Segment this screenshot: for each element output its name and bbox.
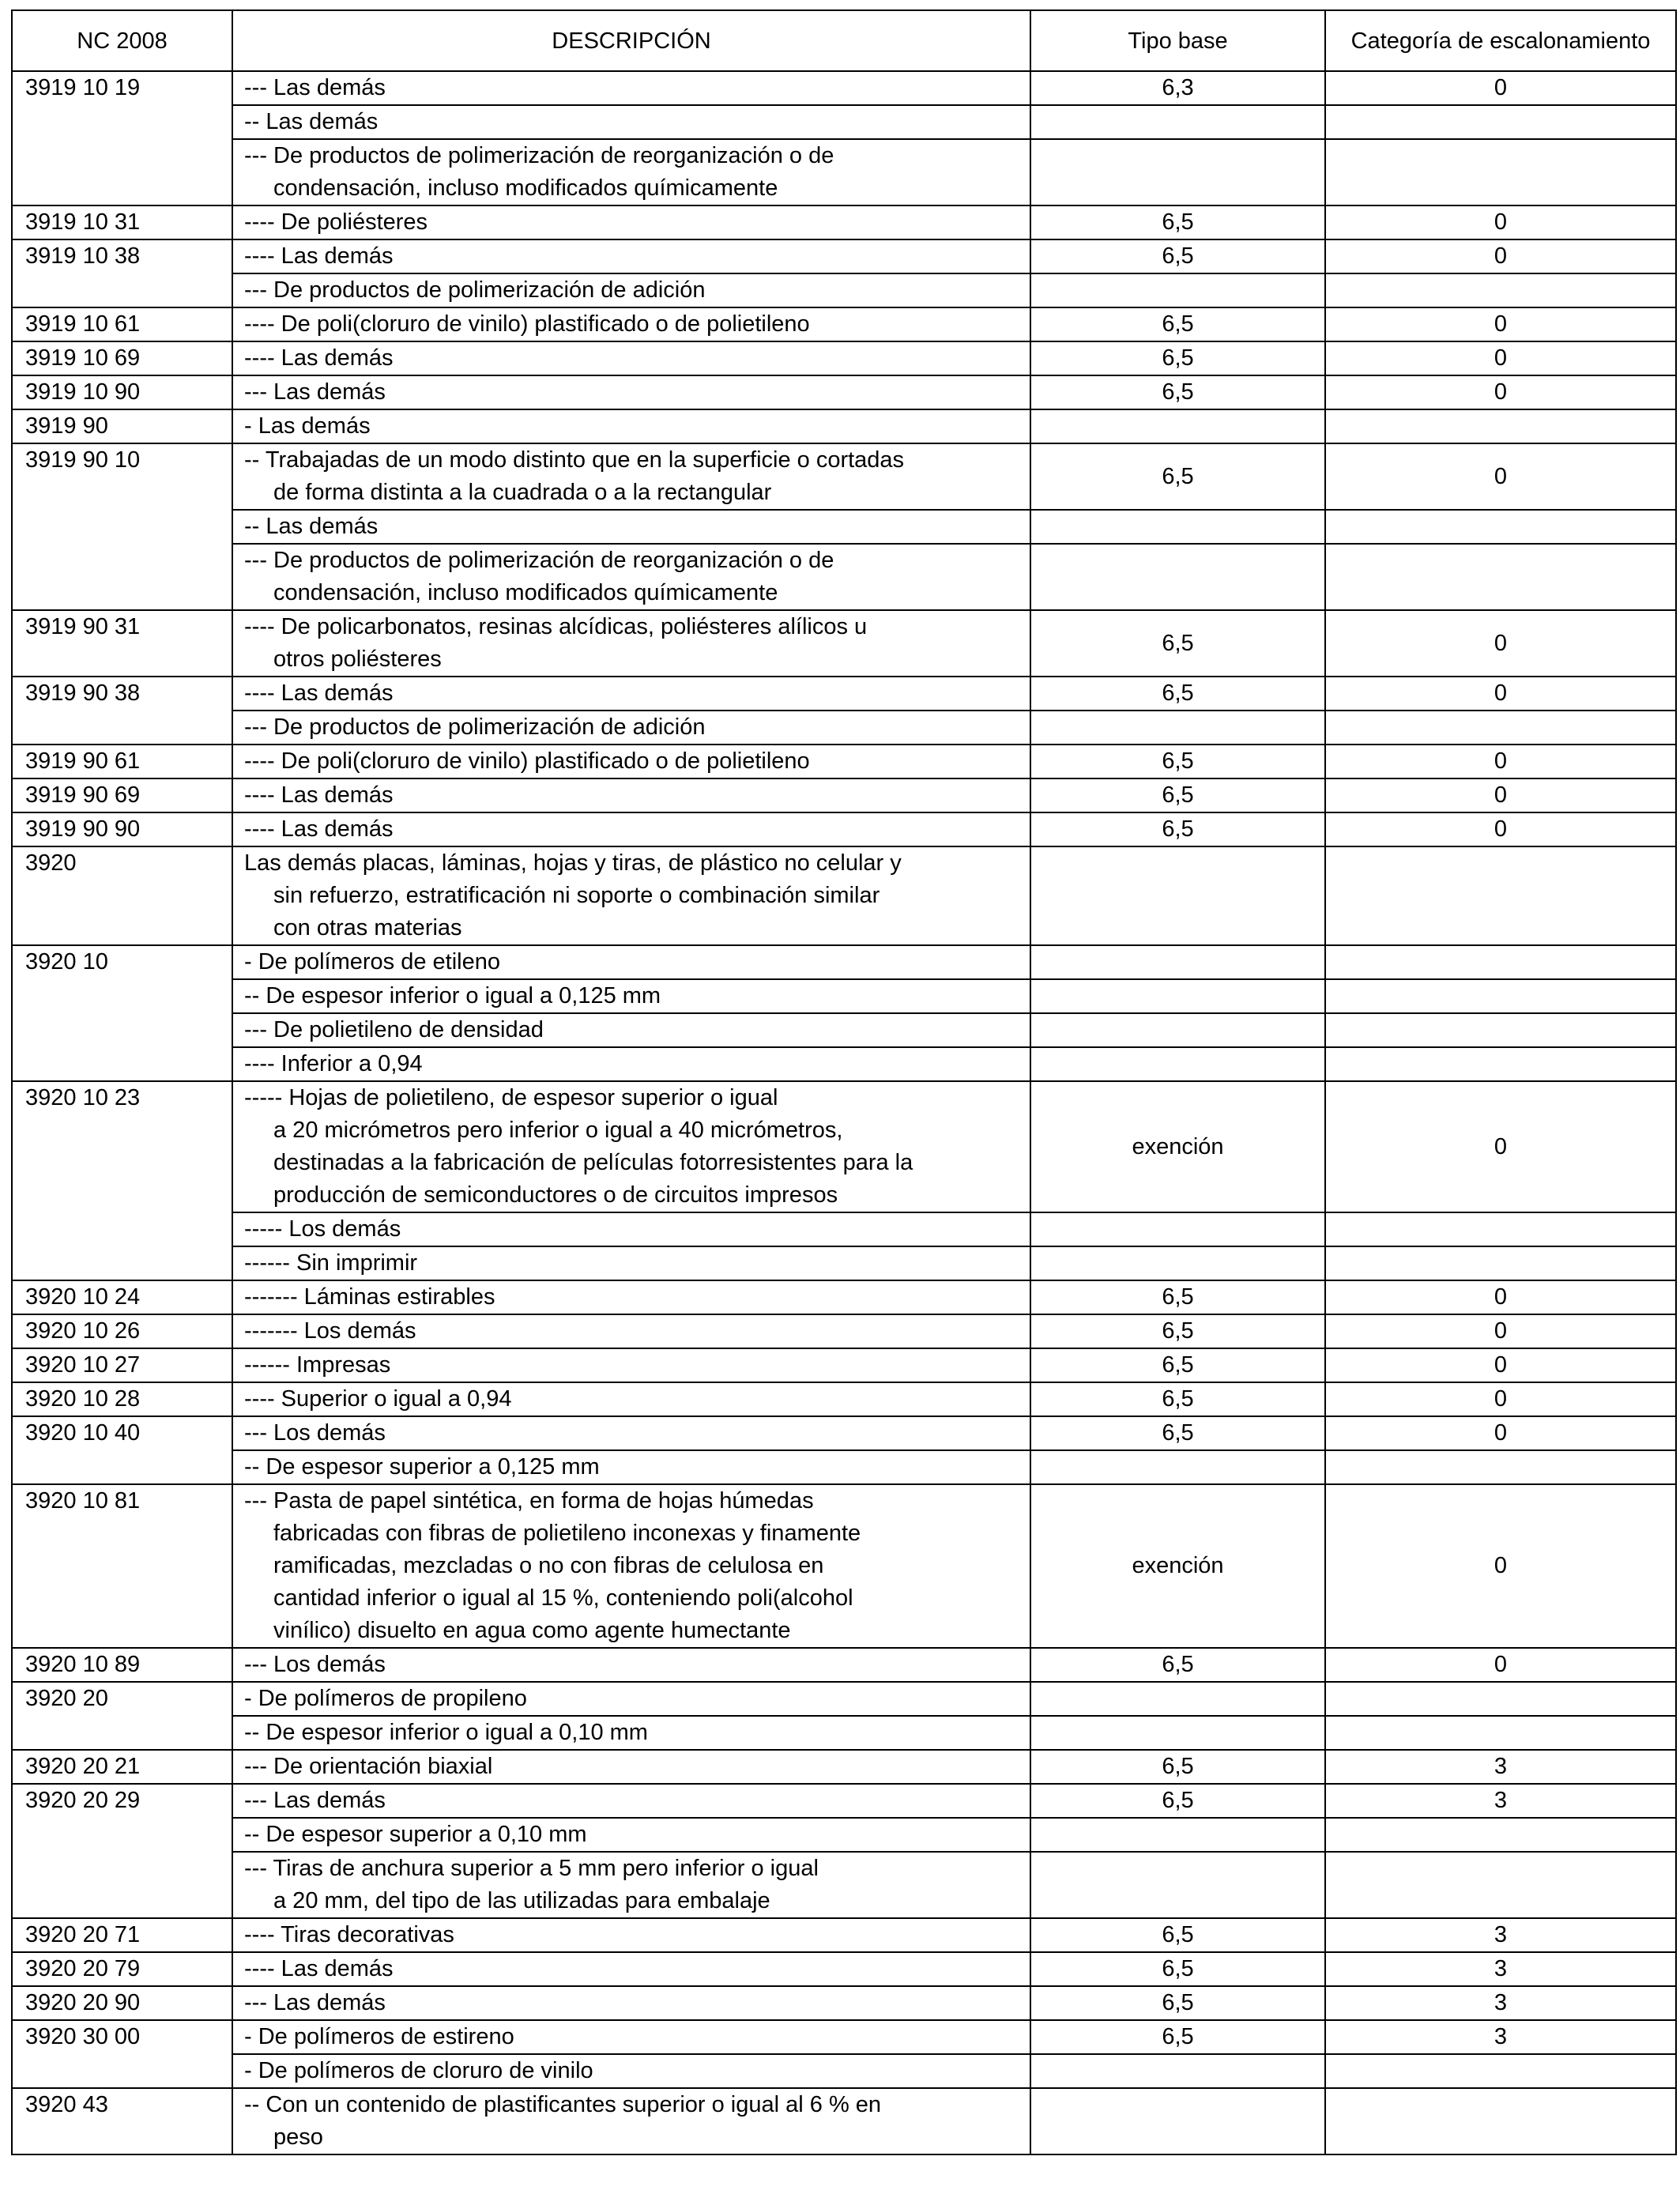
staging-category-cell: [1325, 1818, 1676, 1852]
description-cell: [232, 544, 1030, 610]
table-row: [12, 71, 1676, 105]
staging-category-cell: [1325, 105, 1676, 139]
table-row: [12, 1682, 1676, 1716]
staging-category-cell: 0: [1325, 307, 1676, 341]
base-rate-cell: [1030, 1212, 1325, 1246]
description-cell: [232, 1382, 1030, 1416]
staging-category-cell: 0: [1325, 1484, 1676, 1648]
description-cell: [232, 139, 1030, 205]
staging-category-cell: [1325, 979, 1676, 1013]
description-line: --- De orientación biaxial: [244, 1754, 493, 1779]
staging-category-cell: 0: [1325, 205, 1676, 239]
table-row: [12, 139, 1676, 205]
description-line: --- Las demás: [244, 75, 386, 100]
table-body: [12, 71, 1676, 2154]
description-line: - Las demás: [244, 413, 371, 439]
description-line: ------- Láminas estirables: [244, 1284, 495, 1310]
table-row: [12, 1280, 1676, 1314]
staging-category-cell: 0: [1325, 1416, 1676, 1450]
description-line: otros poliésteres: [273, 647, 442, 672]
table-row: [12, 443, 1676, 510]
description-line: sin refuerzo, estratificación ni soporte o combinación similar: [273, 883, 880, 908]
code-cell: 3920 10 89: [12, 1648, 232, 1682]
base-rate-cell: exención: [1030, 1484, 1325, 1648]
description-cell: [232, 979, 1030, 1013]
description-cell: [232, 1450, 1030, 1484]
table-row: [12, 2088, 1676, 2154]
staging-category-cell: 0: [1325, 71, 1676, 105]
description-line: ---- Superior o igual a 0,94: [244, 1386, 512, 1412]
table-row: [12, 2054, 1676, 2088]
table-row: [12, 1818, 1676, 1852]
code-cell: 3920: [12, 846, 232, 945]
description-cell: [232, 443, 1030, 510]
staging-category-cell: 3: [1325, 1918, 1676, 1952]
base-rate-cell: [1030, 1682, 1325, 1716]
description-line: Las demás placas, láminas, hojas y tiras, de plástico no celular y: [244, 850, 902, 876]
base-rate-cell: 6,5: [1030, 341, 1325, 375]
base-rate-cell: [1030, 945, 1325, 979]
table-row: [12, 610, 1676, 677]
description-line: -- Con un contenido de plastificantes superior o igual al 6 % en: [244, 2092, 882, 2117]
table-row: [12, 2020, 1676, 2054]
staging-category-cell: [1325, 945, 1676, 979]
description-cell: [232, 1246, 1030, 1280]
base-rate-cell: 6,5: [1030, 205, 1325, 239]
base-rate-cell: [1030, 2054, 1325, 2088]
base-rate-cell: [1030, 544, 1325, 610]
table-row: [12, 1750, 1676, 1784]
description-cell: [232, 510, 1030, 544]
header-row: [12, 10, 1676, 71]
base-rate-cell: 6,5: [1030, 1784, 1325, 1818]
staging-category-cell: [1325, 1047, 1676, 1081]
description-cell: [232, 711, 1030, 745]
staging-category-cell: [1325, 2088, 1676, 2154]
code-cell: 3919 10 69: [12, 341, 232, 375]
base-rate-cell: 6,5: [1030, 812, 1325, 846]
description-cell: [232, 945, 1030, 979]
table-row: [12, 1314, 1676, 1348]
staging-category-cell: 0: [1325, 610, 1676, 677]
base-rate-cell: 6,5: [1030, 1280, 1325, 1314]
table-row: [12, 341, 1676, 375]
description-line: -- Las demás: [244, 109, 379, 134]
code-cell: 3920 10: [12, 945, 232, 1081]
code-cell: 3919 10 31: [12, 205, 232, 239]
staging-category-cell: 0: [1325, 1348, 1676, 1382]
table-row: [12, 1212, 1676, 1246]
staging-category-cell: 3: [1325, 1952, 1676, 1986]
description-cell: [232, 273, 1030, 307]
description-line: ----- Los demás: [244, 1216, 401, 1242]
code-cell: 3920 10 28: [12, 1382, 232, 1416]
description-cell: [232, 341, 1030, 375]
base-rate-cell: 6,5: [1030, 677, 1325, 711]
description-cell: [232, 1484, 1030, 1648]
base-rate-cell: [1030, 1246, 1325, 1280]
description-line: --- Tiras de anchura superior a 5 mm pero inferior o igual: [244, 1856, 819, 1881]
description-line: -- De espesor superior a 0,125 mm: [244, 1454, 600, 1480]
staging-category-cell: [1325, 2054, 1676, 2088]
description-line: ---- Inferior a 0,94: [244, 1051, 423, 1076]
table-row: [12, 711, 1676, 745]
table-row: [12, 1716, 1676, 1750]
staging-category-cell: [1325, 510, 1676, 544]
description-line: --- De polietileno de densidad: [244, 1017, 544, 1042]
base-rate-cell: [1030, 105, 1325, 139]
table-row: [12, 945, 1676, 979]
description-line: ---- Las demás: [244, 816, 394, 842]
base-rate-cell: 6,5: [1030, 1348, 1325, 1382]
staging-category-cell: [1325, 544, 1676, 610]
staging-category-cell: 3: [1325, 1784, 1676, 1818]
description-line: ---- Las demás: [244, 243, 394, 269]
base-rate-cell: 6,5: [1030, 1416, 1325, 1450]
code-cell: 3920 10 24: [12, 1280, 232, 1314]
description-cell: [232, 1314, 1030, 1348]
description-cell: [232, 1648, 1030, 1682]
code-cell: 3919 90 10: [12, 443, 232, 610]
description-line: ---- Las demás: [244, 1956, 394, 1981]
base-rate-cell: 6,5: [1030, 778, 1325, 812]
table-row: [12, 1986, 1676, 2020]
code-cell: 3919 10 61: [12, 307, 232, 341]
table-row: [12, 544, 1676, 610]
description-cell: [232, 1986, 1030, 2020]
description-cell: [232, 1081, 1030, 1212]
description-line: ---- De policarbonatos, resinas alcídicas, poliésteres alílicos u: [244, 614, 868, 639]
staging-category-cell: 0: [1325, 1314, 1676, 1348]
staging-category-cell: [1325, 846, 1676, 945]
table-row: [12, 1013, 1676, 1047]
table-row: [12, 273, 1676, 307]
base-rate-cell: [1030, 711, 1325, 745]
description-line: ---- De poliésteres: [244, 209, 428, 235]
table-row: [12, 239, 1676, 273]
table-row: [12, 778, 1676, 812]
description-cell: [232, 1416, 1030, 1450]
description-cell: [232, 677, 1030, 711]
code-cell: 3920 10 26: [12, 1314, 232, 1348]
staging-category-cell: [1325, 1212, 1676, 1246]
description-line: ---- De poli(cloruro de vinilo) plastificado o de polietileno: [244, 311, 810, 337]
description-line: - De polímeros de propileno: [244, 1686, 527, 1711]
table-row: [12, 1047, 1676, 1081]
code-cell: 3919 90 38: [12, 677, 232, 745]
description-line: -- De espesor inferior o igual a 0,125 mm: [244, 983, 661, 1008]
description-line: ---- De poli(cloruro de vinilo) plastificado o de polietileno: [244, 748, 810, 774]
base-rate-cell: 6,5: [1030, 1648, 1325, 1682]
staging-category-cell: 0: [1325, 1280, 1676, 1314]
description-cell: [232, 239, 1030, 273]
description-cell: [232, 1818, 1030, 1852]
staging-category-cell: 3: [1325, 1750, 1676, 1784]
base-rate-cell: [1030, 1047, 1325, 1081]
code-cell: 3920 10 27: [12, 1348, 232, 1382]
description-line: ------- Los demás: [244, 1318, 416, 1344]
description-cell: [232, 778, 1030, 812]
description-line: -- De espesor inferior o igual a 0,10 mm: [244, 1720, 648, 1745]
table-row: [12, 1348, 1676, 1382]
staging-category-cell: [1325, 409, 1676, 443]
table-row: [12, 1246, 1676, 1280]
base-rate-cell: [1030, 846, 1325, 945]
description-line: --- De productos de polimerización de adición: [244, 714, 706, 740]
staging-category-cell: [1325, 1450, 1676, 1484]
table-row: [12, 1952, 1676, 1986]
description-line: --- De productos de polimerización de reorganización o de: [244, 143, 834, 168]
table-row: [12, 1648, 1676, 1682]
description-line: de forma distinta a la cuadrada o a la rectangular: [273, 480, 772, 505]
code-cell: 3919 10 19: [12, 71, 232, 205]
base-rate-cell: [1030, 1852, 1325, 1918]
code-cell: 3919 10 38: [12, 239, 232, 307]
description-line: ------ Sin imprimir: [244, 1250, 418, 1276]
description-cell: [232, 846, 1030, 945]
table-row: [12, 1484, 1676, 1648]
description-line: --- De productos de polimerización de adición: [244, 277, 706, 303]
staging-category-cell: [1325, 1246, 1676, 1280]
description-line: condensación, incluso modificados químicamente: [273, 580, 778, 605]
base-rate-cell: [1030, 1818, 1325, 1852]
table-row: [12, 745, 1676, 778]
table-row: [12, 812, 1676, 846]
table-row: [12, 510, 1676, 544]
description-cell: [232, 1918, 1030, 1952]
staging-category-cell: 0: [1325, 745, 1676, 778]
staging-category-cell: 0: [1325, 1382, 1676, 1416]
base-rate-cell: 6,5: [1030, 610, 1325, 677]
code-cell: 3920 20 90: [12, 1986, 232, 2020]
description-cell: [232, 2088, 1030, 2154]
code-cell: 3919 90 90: [12, 812, 232, 846]
table-row: [12, 846, 1676, 945]
code-cell: 3919 90 31: [12, 610, 232, 677]
description-line: producción de semiconductores o de circuitos impresos: [273, 1182, 838, 1208]
base-rate-cell: exención: [1030, 1081, 1325, 1212]
description-cell: [232, 2020, 1030, 2054]
code-cell: 3920 20 79: [12, 1952, 232, 1986]
description-line: --- Las demás: [244, 379, 386, 405]
description-line: condensación, incluso modificados químicamente: [273, 175, 778, 201]
base-rate-cell: [1030, 409, 1325, 443]
staging-category-cell: [1325, 711, 1676, 745]
description-cell: [232, 105, 1030, 139]
code-cell: 3919 90 61: [12, 745, 232, 778]
table-row: [12, 375, 1676, 409]
code-cell: 3920 20 29: [12, 1784, 232, 1918]
description-line: ---- Las demás: [244, 782, 394, 808]
description-cell: [232, 2054, 1030, 2088]
code-cell: 3920 10 23: [12, 1081, 232, 1280]
staging-category-cell: [1325, 1716, 1676, 1750]
description-line: ------ Impresas: [244, 1352, 391, 1378]
description-line: -- Las demás: [244, 514, 379, 539]
description-cell: [232, 745, 1030, 778]
table-row: [12, 105, 1676, 139]
staging-category-cell: 0: [1325, 1081, 1676, 1212]
description-cell: [232, 1280, 1030, 1314]
code-cell: 3919 90 69: [12, 778, 232, 812]
staging-category-cell: [1325, 1852, 1676, 1918]
description-cell: [232, 610, 1030, 677]
description-cell: [232, 812, 1030, 846]
description-line: fabricadas con fibras de polietileno inconexas y finamente: [273, 1521, 861, 1546]
staging-category-cell: [1325, 273, 1676, 307]
code-cell: 3920 10 40: [12, 1416, 232, 1484]
table-row: [12, 409, 1676, 443]
staging-category-cell: [1325, 1013, 1676, 1047]
description-cell: [232, 71, 1030, 105]
description-cell: [232, 1047, 1030, 1081]
table-row: [12, 1382, 1676, 1416]
description-line: ramificadas, mezcladas o no con fibras de celulosa en: [273, 1553, 824, 1578]
code-cell: 3920 20: [12, 1682, 232, 1750]
table-row: [12, 1918, 1676, 1952]
description-cell: [232, 1852, 1030, 1918]
tariff-document: [11, 9, 1675, 2155]
base-rate-cell: 6,5: [1030, 2020, 1325, 2054]
description-line: -- Trabajadas de un modo distinto que en la superficie o cortadas: [244, 447, 905, 473]
description-line: - De polímeros de cloruro de vinilo: [244, 2058, 593, 2083]
base-rate-cell: 6,5: [1030, 1952, 1325, 1986]
description-line: vinílico) disuelto en agua como agente humectante: [273, 1618, 791, 1643]
description-cell: [232, 307, 1030, 341]
description-line: --- Los demás: [244, 1420, 386, 1446]
description-line: a 20 mm, del tipo de las utilizadas para embalaje: [273, 1888, 770, 1913]
staging-category-cell: [1325, 139, 1676, 205]
base-rate-cell: 6,5: [1030, 1314, 1325, 1348]
code-cell: 3919 90: [12, 409, 232, 443]
table-row: [12, 979, 1676, 1013]
description-line: --- Pasta de papel sintética, en forma de hojas húmedas: [244, 1488, 814, 1514]
staging-category-cell: 0: [1325, 341, 1676, 375]
description-cell: [232, 1716, 1030, 1750]
tariff-table: [11, 9, 1677, 2155]
code-cell: 3920 20 21: [12, 1750, 232, 1784]
description-line: -- De espesor superior a 0,10 mm: [244, 1822, 587, 1847]
base-rate-cell: 6,5: [1030, 1918, 1325, 1952]
description-line: cantidad inferior o igual al 15 %, conteniendo poli(alcohol: [273, 1585, 853, 1611]
base-rate-cell: [1030, 510, 1325, 544]
description-cell: [232, 1682, 1030, 1716]
description-line: - De polímeros de estireno: [244, 2024, 514, 2049]
header-description: DESCRIPCIÓN: [232, 10, 1030, 71]
staging-category-cell: [1325, 1682, 1676, 1716]
base-rate-cell: 6,5: [1030, 443, 1325, 510]
code-cell: 3920 30 00: [12, 2020, 232, 2088]
description-line: ---- Las demás: [244, 680, 394, 706]
staging-category-cell: 0: [1325, 239, 1676, 273]
staging-category-cell: 0: [1325, 677, 1676, 711]
base-rate-cell: [1030, 2088, 1325, 2154]
header-base-rate: Tipo base: [1030, 10, 1325, 71]
base-rate-cell: [1030, 1716, 1325, 1750]
table-row: [12, 1852, 1676, 1918]
base-rate-cell: 6,5: [1030, 1750, 1325, 1784]
description-cell: [232, 205, 1030, 239]
description-line: --- Las demás: [244, 1788, 386, 1813]
description-line: --- Las demás: [244, 1990, 386, 2015]
staging-category-cell: 3: [1325, 2020, 1676, 2054]
description-line: --- De productos de polimerización de reorganización o de: [244, 548, 834, 573]
description-line: - De polímeros de etileno: [244, 949, 500, 974]
table-row: [12, 1416, 1676, 1450]
header-code: NC 2008: [12, 10, 232, 71]
description-line: --- Los demás: [244, 1652, 386, 1677]
code-cell: 3920 43: [12, 2088, 232, 2154]
description-cell: [232, 1750, 1030, 1784]
description-line: ---- Las demás: [244, 345, 394, 371]
staging-category-cell: 0: [1325, 1648, 1676, 1682]
description-cell: [232, 1013, 1030, 1047]
staging-category-cell: 3: [1325, 1986, 1676, 2020]
description-cell: [232, 1212, 1030, 1246]
staging-category-cell: 0: [1325, 443, 1676, 510]
description-line: peso: [273, 2124, 323, 2150]
base-rate-cell: 6,3: [1030, 71, 1325, 105]
table-row: [12, 1081, 1676, 1212]
header-staging-category: Categoría de escalonamiento: [1325, 10, 1676, 71]
code-cell: 3920 20 71: [12, 1918, 232, 1952]
description-cell: [232, 1348, 1030, 1382]
base-rate-cell: [1030, 1013, 1325, 1047]
staging-category-cell: 0: [1325, 812, 1676, 846]
base-rate-cell: [1030, 273, 1325, 307]
base-rate-cell: 6,5: [1030, 1986, 1325, 2020]
base-rate-cell: 6,5: [1030, 307, 1325, 341]
base-rate-cell: 6,5: [1030, 239, 1325, 273]
base-rate-cell: [1030, 139, 1325, 205]
base-rate-cell: [1030, 979, 1325, 1013]
base-rate-cell: 6,5: [1030, 745, 1325, 778]
base-rate-cell: [1030, 1450, 1325, 1484]
table-row: [12, 677, 1676, 711]
code-cell: 3919 10 90: [12, 375, 232, 409]
base-rate-cell: 6,5: [1030, 375, 1325, 409]
table-row: [12, 205, 1676, 239]
staging-category-cell: 0: [1325, 375, 1676, 409]
table-row: [12, 1784, 1676, 1818]
base-rate-cell: 6,5: [1030, 1382, 1325, 1416]
staging-category-cell: 0: [1325, 778, 1676, 812]
description-line: a 20 micrómetros pero inferior o igual a 40 micrómetros,: [273, 1118, 843, 1143]
description-cell: [232, 1784, 1030, 1818]
table-row: [12, 307, 1676, 341]
description-line: destinadas a la fabricación de películas fotorresistentes para la: [273, 1150, 913, 1175]
description-cell: [232, 409, 1030, 443]
description-line: ----- Hojas de polietileno, de espesor superior o igual: [244, 1085, 778, 1110]
code-cell: 3920 10 81: [12, 1484, 232, 1648]
description-cell: [232, 1952, 1030, 1986]
table-row: [12, 1450, 1676, 1484]
description-line: con otras materias: [273, 915, 462, 941]
description-line: ---- Tiras decorativas: [244, 1922, 454, 1947]
description-cell: [232, 375, 1030, 409]
